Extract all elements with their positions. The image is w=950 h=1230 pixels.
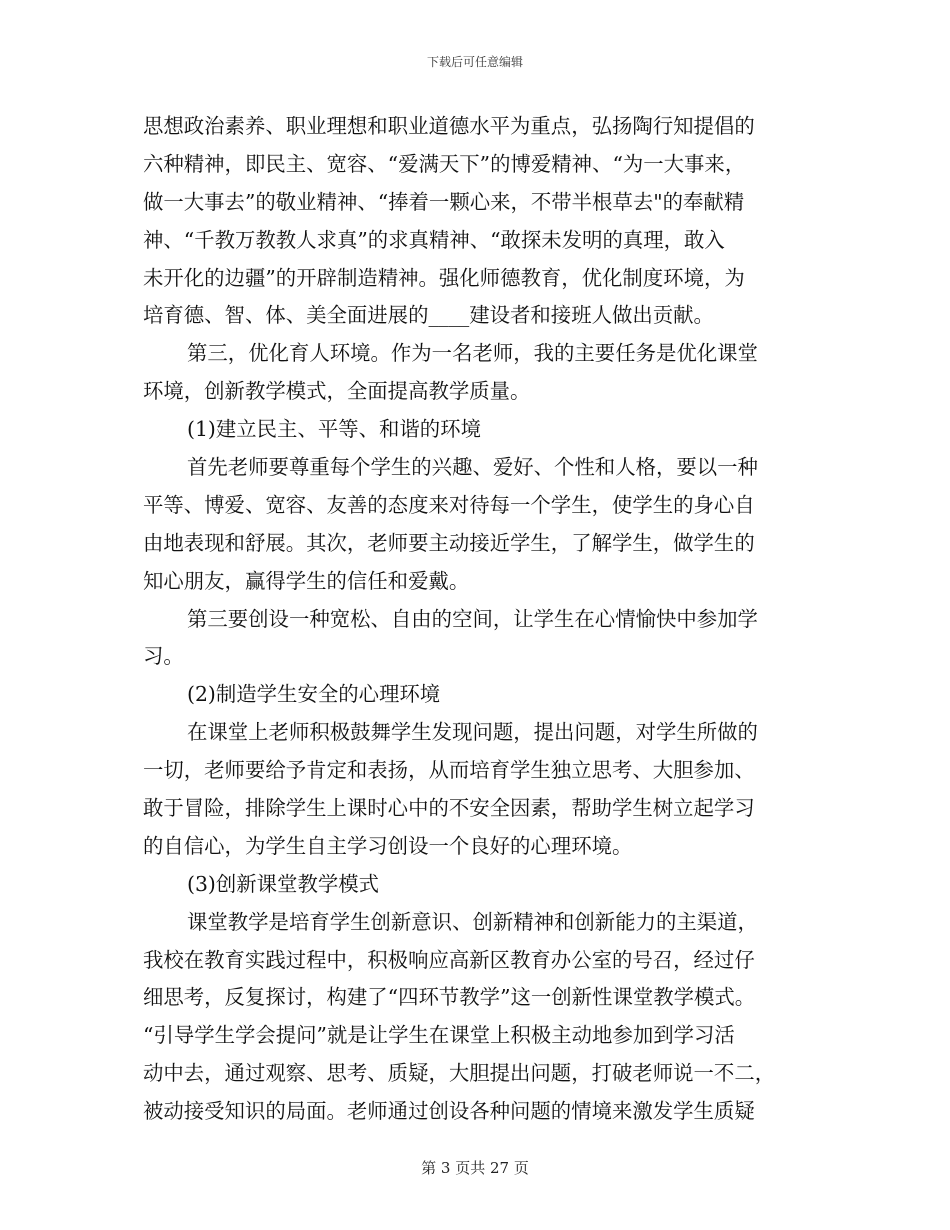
text-line: “引导学生学会提问”就是让学生在课堂上积极主动地参加到学习活	[143, 1023, 735, 1048]
text-line: 敢于冒险，排除学生上课时心中的不安全因素，帮助学生树立起学习	[143, 796, 755, 821]
text-line: 首先老师要尊重每个学生的兴趣、爱好、个性和人格，要以一种	[187, 455, 758, 480]
text-line: 做一大事去”的敬业精神、“捧着一颗心来，不带半根草去"的奉献精	[143, 189, 745, 214]
text-line: 神、“千教万教教人求真”的求真精神、“敢探未发明的真理，敢入	[143, 227, 725, 252]
page-header: 下载后可任意编辑	[426, 55, 523, 69]
text-line: (1)建立民主、平等、和谐的环境	[187, 417, 481, 442]
text-line: 习。	[143, 644, 184, 669]
text-line: 我校在教育实践过程中，积极响应高新区教育办公室的号召，经过仔	[143, 947, 755, 972]
text-line: (2)制造学生安全的心理环境	[187, 682, 441, 707]
text-line: 在课堂上老师积极鼓舞学生发现问题，提出问题，对学生所做的	[187, 720, 758, 745]
text-line: (3)创新课堂教学模式	[187, 871, 380, 896]
text-line: 环境，创新教学模式，全面提高教学质量。	[143, 379, 531, 404]
text-line: 第三要创设一种宽松、自由的空间，让学生在心情愉快中参加学	[187, 606, 758, 631]
text-line: 培育德、智、体、美全面进展的____建设者和接班人做出贡献。	[143, 303, 714, 328]
text-line: 思想政治素养、职业理想和职业道德水平为重点，弘扬陶行知提倡的	[143, 114, 755, 138]
text-line: 第三，优化育人环境。作为一名老师，我的主要任务是优化课堂	[187, 341, 758, 366]
text-line: 未开化的边疆”的开辟制造精神。强化师德教育，优化制度环境，为	[143, 265, 745, 290]
page-footer: 第 3 页共 27 页	[421, 1159, 529, 1177]
text-line: 被动接受知识的局面。老师通过创设各种问题的情境来激发学生质疑	[143, 1099, 755, 1124]
text-line: 平等、博爱、宽容、友善的态度来对待每一个学生，使学生的身心自	[143, 492, 755, 517]
text-line: 课堂教学是培育学生创新意识、创新精神和创新能力的主渠道，	[187, 909, 758, 934]
document-body	[143, 108, 807, 1131]
text-line: 六种精神，即民主、宽容、“爱满天下”的博爱精神、“为一大事来，	[143, 151, 746, 176]
text-line: 由地表现和舒展。其次，老师要主动接近学生，了解学生，做学生的	[143, 530, 755, 555]
text-line: 的自信心，为学生自主学习创设一个良好的心理环境。	[143, 833, 633, 858]
text-line: 动中去，通过观察、思考、质疑，大胆提出问题，打破老师说一不二，	[143, 1061, 776, 1086]
text-line: 细思考，反复探讨，构建了“四环节教学”这一创新性课堂教学模式。	[143, 985, 756, 1010]
text-line: 一切，老师要给予肯定和表扬，从而培育学生独立思考、大胆参加、	[143, 758, 755, 783]
text-line: 知心朋友，赢得学生的信任和爱戴。	[143, 568, 470, 593]
